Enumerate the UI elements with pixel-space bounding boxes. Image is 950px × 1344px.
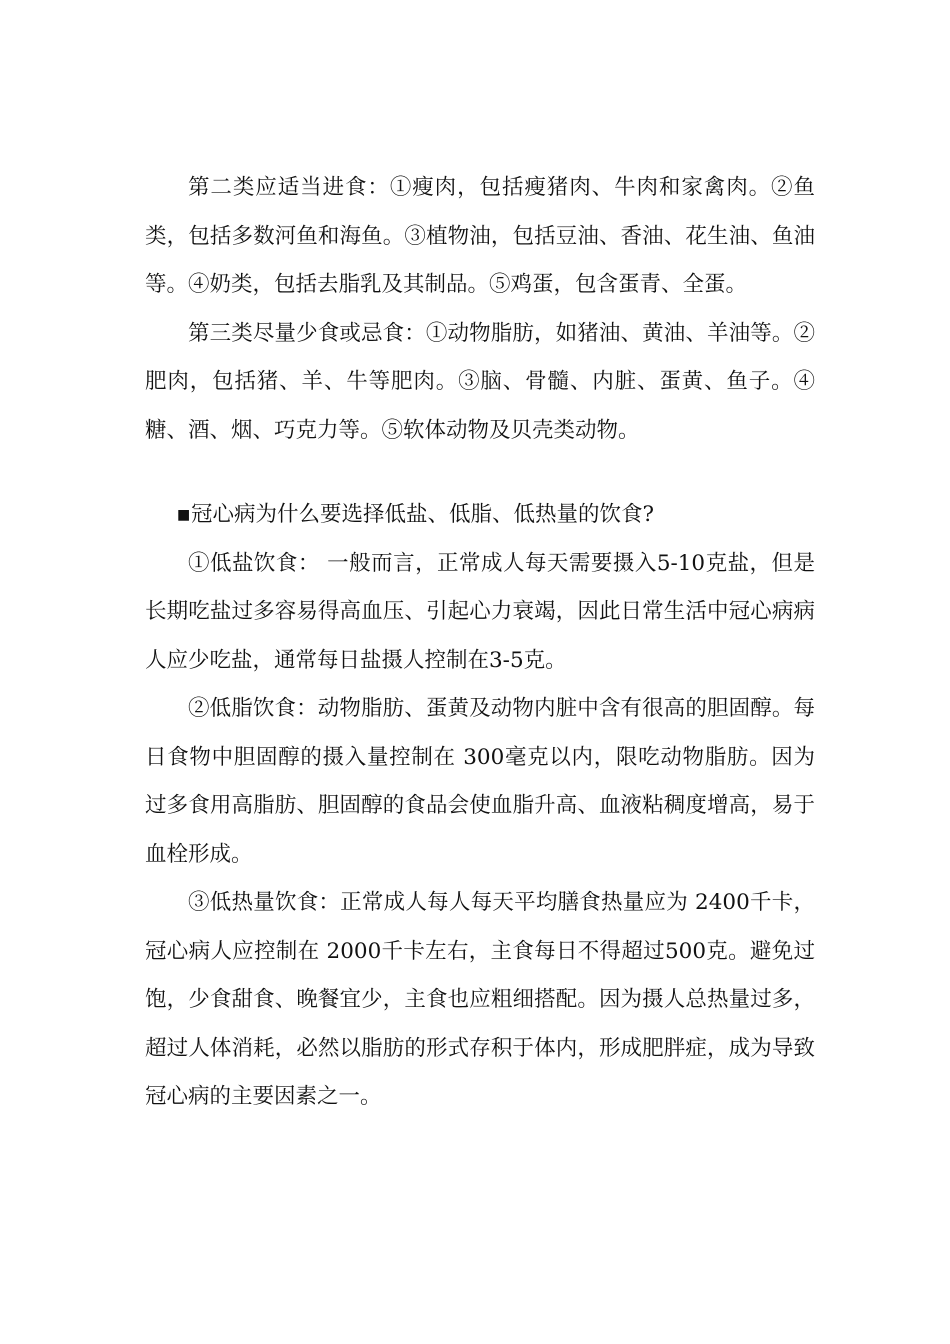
paragraph-food-class-three: 第三类尽量少食或忌食：①动物脂肪，如猪油、黄油、羊油等。②肥肉，包括猪、羊、牛等肥肉。③脑、骨髓、内脏、蛋黄、鱼子。④糖、酒、烟、巧克力等。⑤软体动物及贝壳类动物。 (145, 320, 815, 443)
paragraph-food-class-two: 第二类应适当进食：①瘦肉，包括瘦猪肉、牛肉和家禽肉。②鱼类，包括多数河鱼和海鱼。③植物油，包括豆油、香油、花生油、鱼油等。④奶类，包括去脂乳及其制品。⑤鸡蛋，包含蛋青、全蛋。 (145, 175, 815, 297)
section-heading (145, 491, 815, 540)
square-bullet-icon: ■ (177, 507, 191, 523)
paragraph-low-salt: ①低盐饮食： 一般而言，正常成人每天需要摄入5-10克盐，但是长期吃盐过多容易得高血压、引起心力衰竭，因此日常生活中冠心病病人应少吃盐，通常每日盐摄人控制在3-5克。 (145, 550, 815, 673)
paragraph-low-calorie: ③低热量饮食：正常成人每人每天平均膳食热量应为 2400千卡，冠心病人应控制在 2000千卡左右，主食每日不得超过500克。避免过饱，少食甜食、晚餐宜少，主食也应粗细搭配。因为摄人总热量过多，超过人体消耗，必然以脂肪的形式存积于体内，形成肥胖症，成为导致冠心病的主要因素之一。 (145, 890, 815, 1109)
section-heading-text: 冠心病为什么要选择低盐、低脂、低热量的饮食? (191, 502, 655, 527)
paragraph-low-fat: ②低脂饮食：动物脂肪、蛋黄及动物内脏中含有很高的胆固醇。每日食物中胆固醇的摄入量控制在 300毫克以内，限吃动物脂肪。因为过多食用高脂肪、胆固醇的食品会使血脂升高、血液粘稠度增高，易于血栓形成。 (145, 696, 815, 867)
document-page (145, 164, 815, 1122)
